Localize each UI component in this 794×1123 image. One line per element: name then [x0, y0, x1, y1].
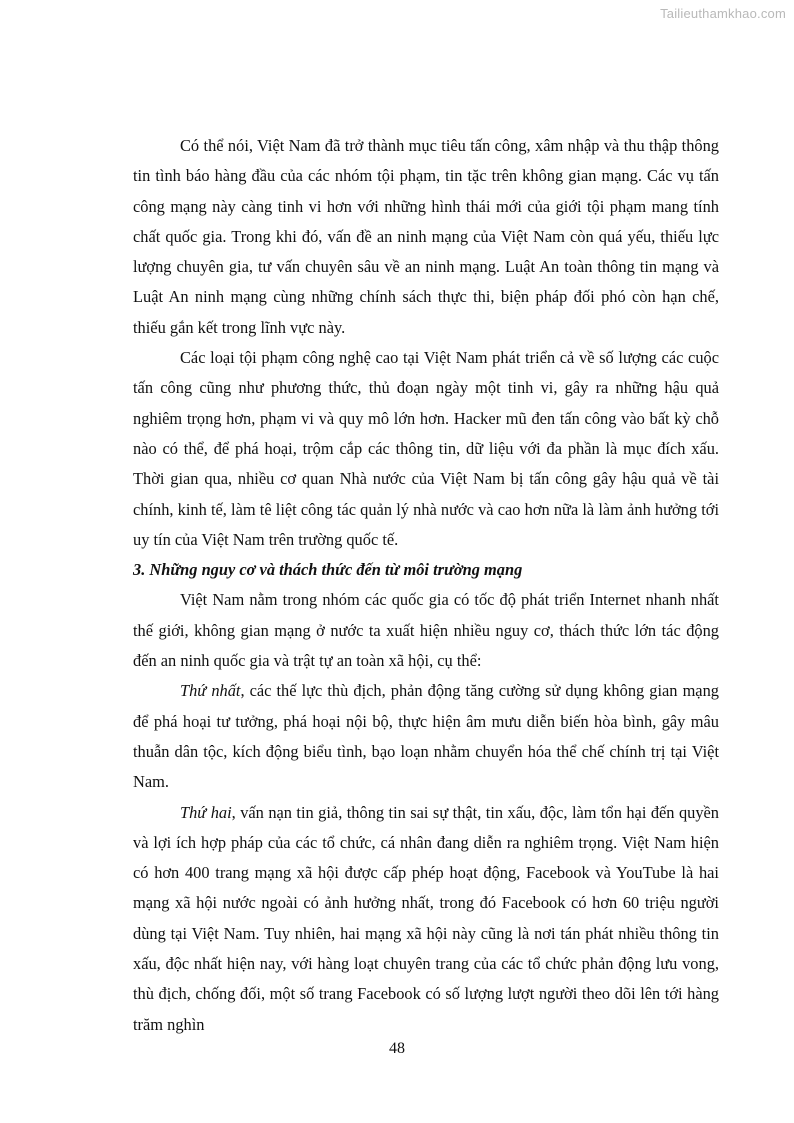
paragraph-point-second	[133, 798, 719, 1040]
document-body	[133, 131, 719, 1040]
paragraph-section-intro: Việt Nam nằm trong nhóm các quốc gia có tốc độ phát triển Internet nhanh nhất thế giới, không gian mạng ở nước ta xuất hiện nhiều nguy cơ, thách thức lớn tác động đến an ninh quốc gia và trật tự an toàn xã hội, cụ thể:	[133, 590, 719, 671]
section-heading: 3. Những nguy cơ và thách thức đến từ môi trường mạng	[133, 560, 523, 580]
point-second-lead: Thứ hai	[180, 802, 232, 822]
paragraph-hightech-crime: Các loại tội phạm công nghệ cao tại Việt Nam phát triển cả về số lượng các cuộc tấn công cũng như phương thức, thủ đoạn ngày một tinh vi, gây ra những hậu quả nghiêm trọng hơn, phạm vi và quy mô lớn hơn. Hacker mũ đen tấn công vào bất kỳ chỗ nào có thể, để phá hoại, trộm cắp các thông tin, dữ liệu với đa phần là mục đích xấu. Thời gian qua, nhiều cơ quan Nhà nước của Việt Nam bị tấn công gây hậu quả về tài chính, kinh tế, làm tê liệt công tác quản lý nhà nước và cao hơn nữa là làm ảnh hưởng tới uy tín của Việt Nam trên trường quốc tế.	[133, 348, 719, 549]
paragraph-point-first	[133, 676, 719, 797]
watermark-text: Tailieuthamkhao.com	[660, 6, 786, 21]
point-second-text: , vấn nạn tin giả, thông tin sai sự thật, tin xấu, độc, làm tổn hại đến quyền và lợi ích hợp pháp của các tổ chức, cá nhân đang diễn ra nghiêm trọng. Việt Nam hiện có hơn 400 trang mạng xã hội được cấp phép hoạt động, Facebook và YouTube là hai mạng xã hội nước ngoài có ảnh hưởng nhất, trong đó Facebook có hơn 60 triệu người dùng tại Việt Nam. Tuy nhiên, hai mạng xã hội này cũng là nơi tán phát nhiều thông tin xấu, độc nhất hiện nay, với hàng loạt chuyên trang của các tổ chức phản động lưu vong, thù địch, chống đối, một số trang Facebook có số lượng lượt người theo dõi lên tới hàng trăm nghìn	[133, 802, 719, 1034]
point-first-text: , các thế lực thù địch, phản động tăng cường sử dụng không gian mạng để phá hoại tư tưởng, phá hoại nội bộ, thực hiện âm mưu diễn biến hòa bình, gây mâu thuẫn dân tộc, kích động biểu tình, bạo loạn nhằm chuyển hóa thể chế chính trị tại Việt Nam.	[133, 681, 719, 792]
page-number: 48	[389, 1040, 405, 1057]
point-first-lead: Thứ nhất	[180, 681, 241, 701]
paragraph-cyberattack-target: Có thể nói, Việt Nam đã trở thành mục tiêu tấn công, xâm nhập và thu thập thông tin tình báo hàng đầu của các nhóm tội phạm, tin tặc trên không gian mạng. Các vụ tấn công mạng này càng tinh vi hơn với những hình thái mới của giới tội phạm mang tính chất quốc gia. Trong khi đó, vấn đề an ninh mạng của Việt Nam còn quá yếu, thiếu lực lượng chuyên gia, tư vấn chuyên sâu về an ninh mạng. Luật An toàn thông tin mạng và Luật An ninh mạng cùng những chính sách thực thi, biện pháp đối phó còn hạn chế, thiếu gắn kết trong lĩnh vực này.	[133, 136, 719, 337]
